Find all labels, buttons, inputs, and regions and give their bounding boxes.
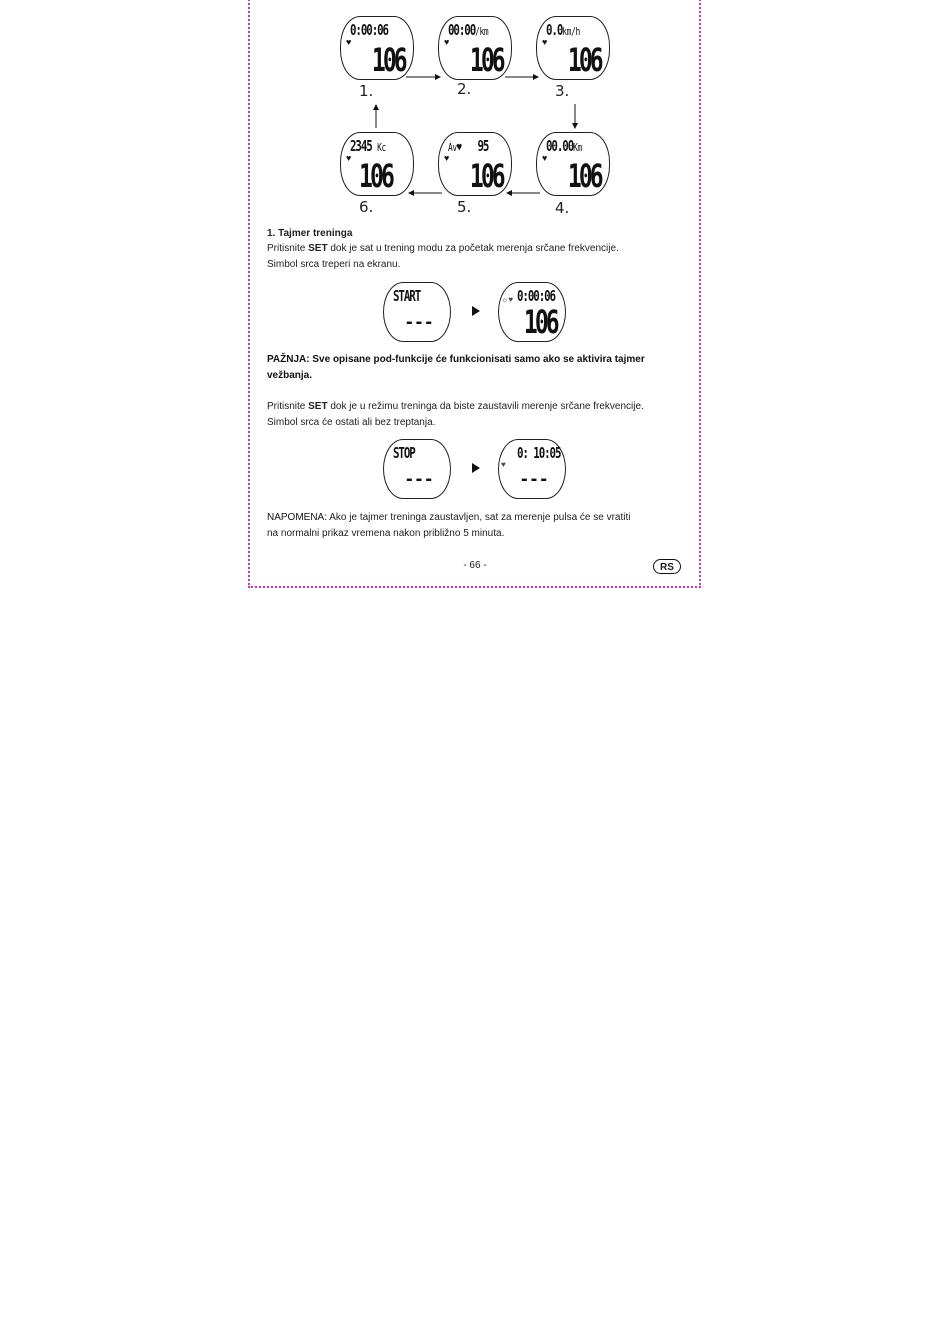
page-number: - 66 - <box>463 560 487 571</box>
step-label: 3. <box>555 82 570 100</box>
heart-rate-icon: ♥ <box>456 141 462 154</box>
watch-heart-rate: 106 <box>372 41 405 79</box>
note-text: NAPOMENA: Ako je tajmer treninga zaustavljen, sat za merenje pulsa će se vratiti na normalni prikaz vremena nakon približno 5 minuta. <box>267 512 631 539</box>
watch-top-readout: 0: 10:05 <box>517 444 561 462</box>
watch-stopped-display <box>498 439 566 499</box>
section-heading: 1. Tajmer treninga <box>267 228 353 239</box>
watch-display-2 <box>438 16 512 80</box>
watch-heart-rate: 106 <box>470 157 503 195</box>
set-key-label: SET <box>308 243 328 254</box>
step-label: 4. <box>555 199 570 217</box>
step-label: 5. <box>457 198 472 216</box>
watch-dashes: --- <box>521 468 550 490</box>
watch-display-6 <box>340 132 414 196</box>
step-label: 1. <box>359 82 374 100</box>
watch-top-readout: 0.0km/h <box>546 21 580 39</box>
heart-icon: ♥ <box>542 153 548 163</box>
heart-icon: ♥ <box>346 37 352 47</box>
watch-display-3 <box>536 16 610 80</box>
watch-top-readout: 0:00:06 <box>517 287 555 305</box>
watch-running-display <box>498 282 566 342</box>
note-label: NAPOMENA: <box>267 512 328 523</box>
watch-top-readout: Av♥ 95 <box>448 137 489 155</box>
watch-top-readout: 0:00:06 <box>350 21 388 39</box>
set-key-label: SET <box>308 401 328 412</box>
watch-heart-rate: 106 <box>568 157 601 195</box>
paragraph-stop: Pritisnite SET dok je u režimu treninga da biste zaustavili merenje srčane frekvencije. Simbol srca će ostati ali bez treptanja. <box>267 401 644 428</box>
play-arrow-icon <box>472 306 480 316</box>
heart-icon: ♥ <box>444 153 450 163</box>
blinking-heart-icon: ☼♥ <box>501 295 514 304</box>
watch-display-5 <box>438 132 512 196</box>
heart-icon: ♥ <box>542 37 548 47</box>
heart-icon: ♥ <box>346 153 352 163</box>
watch-stop-display <box>383 439 451 499</box>
watch-top-readout: START <box>393 287 421 305</box>
watch-heart-rate: 106 <box>359 157 392 195</box>
watch-top-readout: 00:00/km <box>448 21 489 39</box>
watch-start-display <box>383 282 451 342</box>
watch-dashes: --- <box>406 468 435 490</box>
paragraph-start: Pritisnite SET dok je sat u trening modu za početak merenja srčane frekvencije. Simbol srca treperi na ekranu. <box>267 243 619 270</box>
heart-icon: ♥ <box>444 37 450 47</box>
watch-top-readout: 00.00Km <box>546 137 582 155</box>
play-arrow-icon <box>472 463 480 473</box>
heart-icon: ♥ <box>501 460 506 469</box>
watch-heart-rate: 106 <box>470 41 503 79</box>
watch-display-1 <box>340 16 414 80</box>
watch-dashes: --- <box>406 311 435 333</box>
watch-top-readout: STOP <box>393 444 415 462</box>
watch-top-readout: 2345 Kc <box>350 137 386 155</box>
step-label: 6. <box>359 198 374 216</box>
warning-text: PAŽNJA: Sve opisane pod-funkcije će funkcionisati samo ako se aktivira tajmer vežbanja. <box>267 354 645 381</box>
watch-display-4 <box>536 132 610 196</box>
step-label: 2. <box>457 80 472 98</box>
watch-heart-rate: 106 <box>568 41 601 79</box>
country-badge: RS <box>653 559 681 574</box>
watch-heart-rate: 106 <box>524 303 557 341</box>
